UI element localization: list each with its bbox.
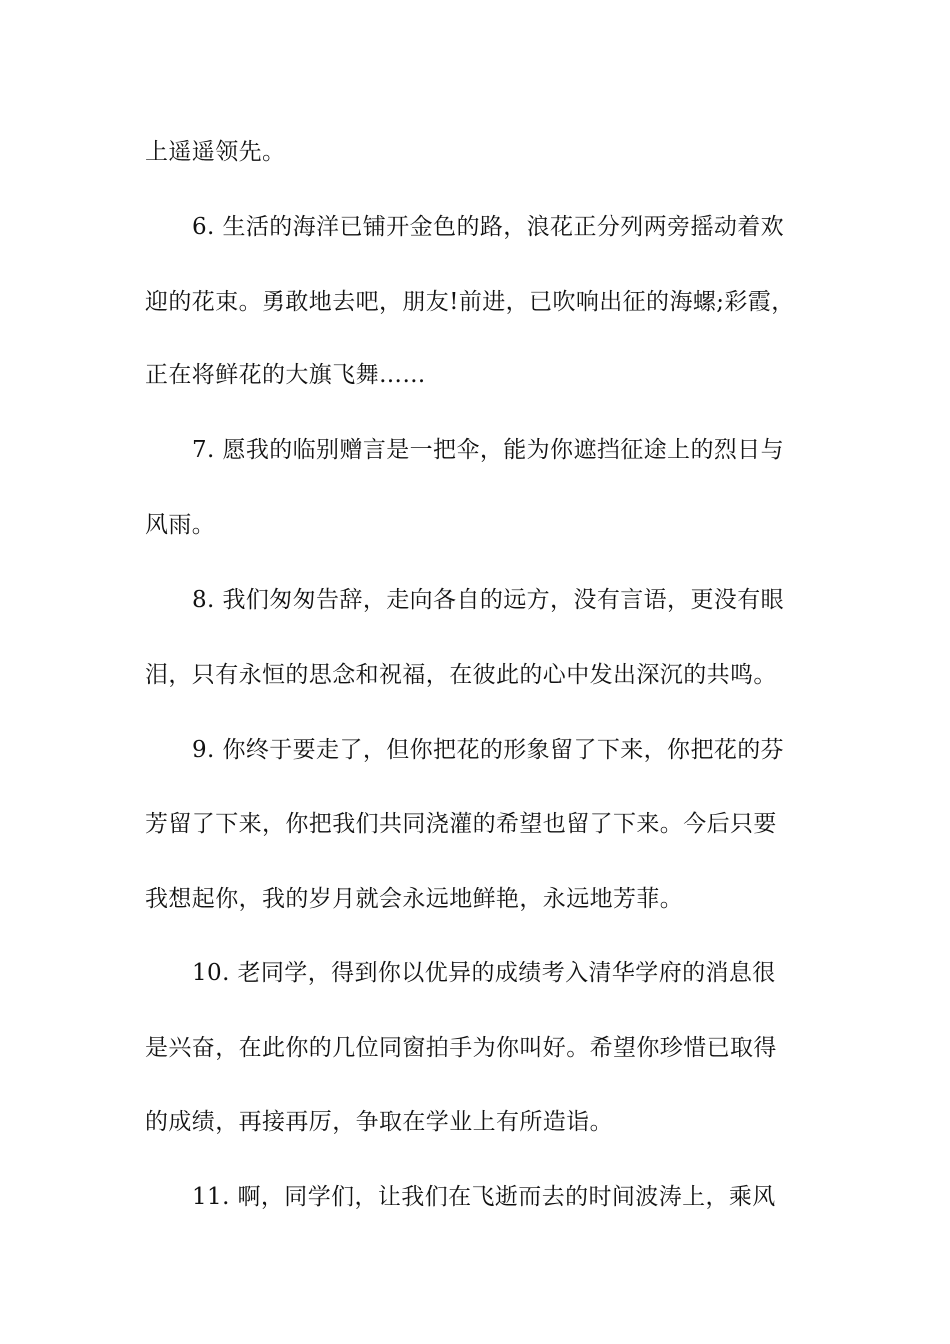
list-item-9-line-1: 9. 你终于要走了，但你把花的形象留了下来，你把花的芬	[192, 737, 785, 763]
text-line: 正在将鲜花的大旗飞舞……	[145, 362, 426, 388]
list-item-6-line-1: 6. 生活的海洋已铺开金色的路，浪花正分列两旁摇动着欢	[192, 214, 785, 240]
text-line: 上遥遥领先。	[145, 139, 286, 165]
text-line: 迎的花束。勇敢地去吧，朋友!前进，已吹响出征的海螺;彩霞，	[145, 289, 795, 315]
text-line: 我想起你，我的岁月就会永远地鲜艳，永远地芳菲。	[145, 886, 684, 912]
text-line: 芳留了下来，你把我们共同浇灌的希望也留了下来。今后只要	[145, 811, 777, 837]
list-item-8-line-1: 8. 我们匆匆告辞，走向各自的远方，没有言语，更没有眼	[192, 587, 785, 613]
list-item-10-line-1: 10. 老同学，得到你以优异的成绩考入清华学府的消息很	[192, 960, 776, 986]
list-item-7-line-1: 7. 愿我的临别赠言是一把伞，能为你遮挡征途上的烈日与	[192, 437, 785, 463]
list-item-11-line-1: 11. 啊，同学们，让我们在飞逝而去的时间波涛上，乘风	[192, 1184, 776, 1210]
text-line: 风雨。	[145, 512, 216, 538]
text-line: 泪，只有永恒的思念和祝福，在彼此的心中发出深沉的共鸣。	[145, 662, 777, 688]
text-line: 是兴奋，在此你的几位同窗拍手为你叫好。希望你珍惜已取得	[145, 1035, 777, 1061]
text-line: 的成绩，再接再厉，争取在学业上有所造诣。	[145, 1109, 613, 1135]
